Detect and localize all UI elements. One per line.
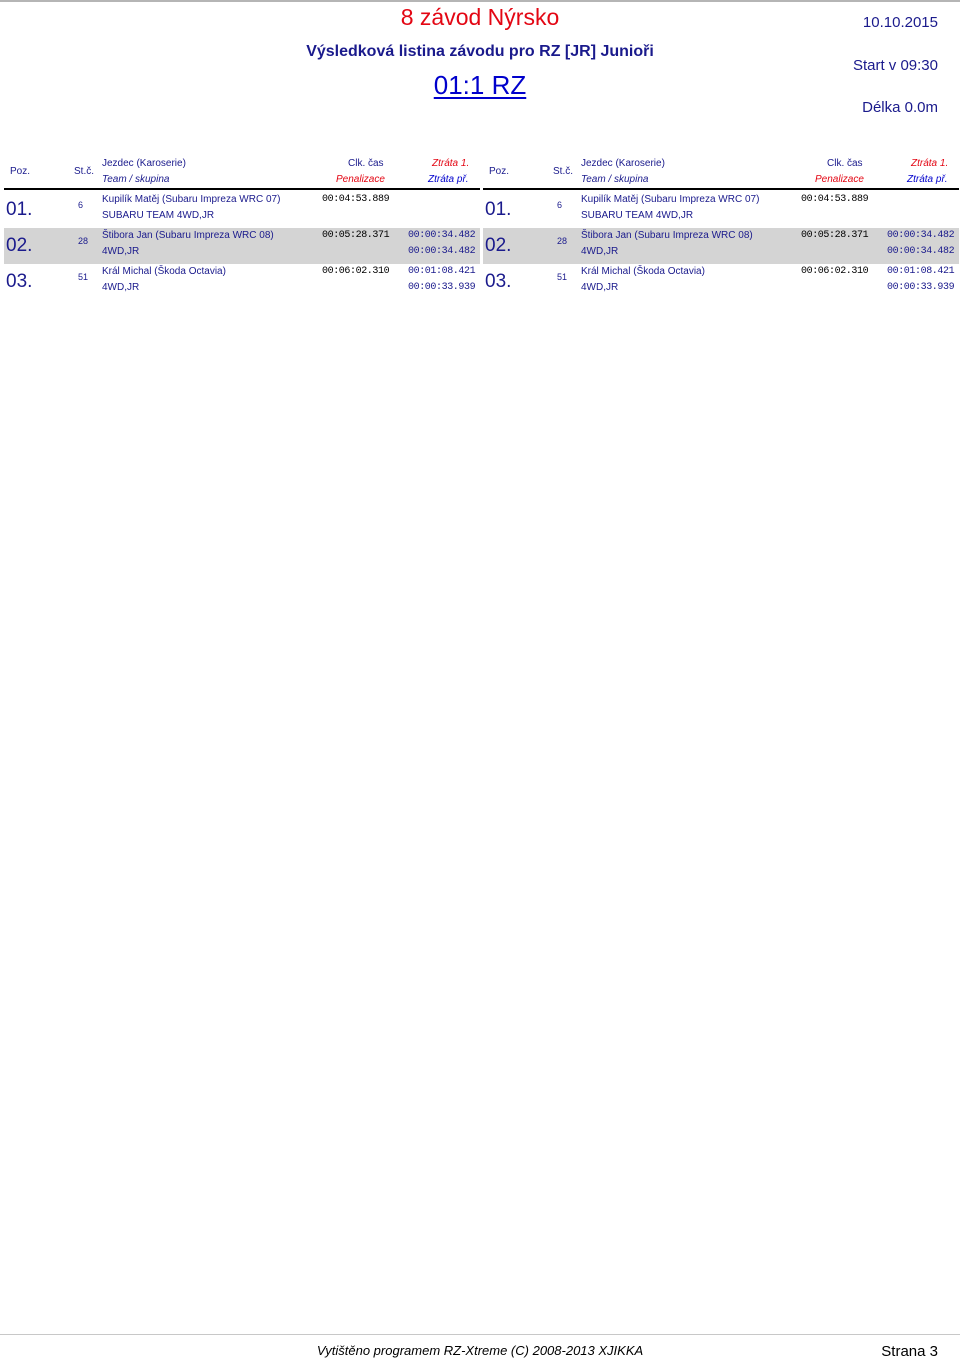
header-driver: Jezdec (Karoserie) bbox=[102, 158, 186, 169]
results-column-right bbox=[483, 156, 959, 300]
table-header bbox=[483, 156, 959, 190]
row-start-number: 6 bbox=[557, 200, 563, 210]
row-team: 4WD,JR bbox=[102, 282, 140, 293]
row-driver: Král Michal (Škoda Octavia) bbox=[102, 266, 226, 277]
row-driver: Kupilík Matěj (Subaru Impreza WRC 07) bbox=[581, 194, 760, 205]
row-driver: Štibora Jan (Subaru Impreza WRC 08) bbox=[581, 230, 753, 241]
header-loss-previous: Ztráta př. bbox=[428, 174, 469, 185]
header-loss-first: Ztráta 1. bbox=[432, 158, 470, 169]
event-title: 8 závod Nýrsko bbox=[400, 4, 560, 30]
row-team: 4WD,JR bbox=[581, 282, 619, 293]
row-driver: Štibora Jan (Subaru Impreza WRC 08) bbox=[102, 230, 274, 241]
table-row bbox=[4, 264, 480, 300]
header-start-number: St.č. bbox=[553, 166, 574, 177]
results-subtitle: Výsledková listina závodu pro RZ [JR] Junioři bbox=[306, 43, 654, 60]
stage-title bbox=[0, 70, 960, 101]
start-time: Start v 09:30 bbox=[852, 57, 938, 74]
row-start-number: 28 bbox=[557, 236, 568, 246]
row-total-time: 00:06:02.310 bbox=[322, 266, 390, 277]
table-row bbox=[4, 192, 480, 228]
page-number: Strana 3 bbox=[881, 1343, 938, 1360]
row-total-time: 00:04:53.889 bbox=[322, 194, 390, 205]
header-start-number: St.č. bbox=[74, 166, 95, 177]
footer-printed-by: Vytištěno programem RZ-Xtreme (C) 2008-2013 XJIKKA bbox=[316, 1343, 644, 1358]
header-loss-first: Ztráta 1. bbox=[911, 158, 949, 169]
header-position: Poz. bbox=[489, 166, 510, 177]
header-total-time: Clk. čas bbox=[348, 158, 384, 169]
row-start-number: 6 bbox=[78, 200, 84, 210]
row-position: 01. bbox=[485, 199, 512, 220]
table-row bbox=[483, 228, 959, 264]
row-total-time: 00:05:28.371 bbox=[801, 230, 869, 241]
row-loss-previous: 00:00:34.482 bbox=[408, 246, 476, 257]
row-team: 4WD,JR bbox=[102, 246, 140, 257]
header-penalty: Penalizace bbox=[815, 174, 864, 185]
row-start-number: 28 bbox=[78, 236, 89, 246]
row-loss-first: 00:00:34.482 bbox=[887, 230, 955, 241]
header-driver: Jezdec (Karoserie) bbox=[581, 158, 665, 169]
row-driver: Kupilík Matěj (Subaru Impreza WRC 07) bbox=[102, 194, 281, 205]
top-border bbox=[0, 0, 960, 2]
row-loss-first: 00:00:34.482 bbox=[408, 230, 476, 241]
header-team: Team / skupina bbox=[102, 174, 170, 185]
row-position: 01. bbox=[6, 199, 33, 220]
footer-divider bbox=[0, 1334, 960, 1335]
header-position: Poz. bbox=[10, 166, 31, 177]
row-loss-previous: 00:00:34.482 bbox=[887, 246, 955, 257]
stage-length: Délka 0.0m bbox=[862, 99, 938, 116]
row-team: SUBARU TEAM 4WD,JR bbox=[102, 210, 215, 221]
row-position: 03. bbox=[485, 271, 512, 292]
stage-label: 01:1 RZ bbox=[433, 70, 527, 100]
table-row bbox=[4, 228, 480, 264]
row-position: 02. bbox=[6, 235, 33, 256]
results-column-left bbox=[4, 156, 480, 300]
row-loss-previous: 00:00:33.939 bbox=[887, 282, 955, 293]
row-position: 02. bbox=[485, 235, 512, 256]
row-total-time: 00:05:28.371 bbox=[322, 230, 390, 241]
header-total-time: Clk. čas bbox=[827, 158, 863, 169]
row-loss-first: 00:01:08.421 bbox=[408, 266, 476, 277]
row-total-time: 00:06:02.310 bbox=[801, 266, 869, 277]
row-loss-previous: 00:00:33.939 bbox=[408, 282, 476, 293]
row-loss-first: 00:01:08.421 bbox=[887, 266, 955, 277]
row-total-time: 00:04:53.889 bbox=[801, 194, 869, 205]
event-date: 10.10.2015 bbox=[862, 14, 938, 31]
table-row bbox=[483, 264, 959, 300]
header-loss-previous: Ztráta př. bbox=[907, 174, 948, 185]
row-start-number: 51 bbox=[557, 272, 568, 282]
header-team: Team / skupina bbox=[581, 174, 649, 185]
row-driver: Král Michal (Škoda Octavia) bbox=[581, 266, 705, 277]
row-team: 4WD,JR bbox=[581, 246, 619, 257]
header-penalty: Penalizace bbox=[336, 174, 385, 185]
row-start-number: 51 bbox=[78, 272, 89, 282]
table-header bbox=[4, 156, 480, 190]
table-row bbox=[483, 192, 959, 228]
row-team: SUBARU TEAM 4WD,JR bbox=[581, 210, 694, 221]
row-position: 03. bbox=[6, 271, 33, 292]
